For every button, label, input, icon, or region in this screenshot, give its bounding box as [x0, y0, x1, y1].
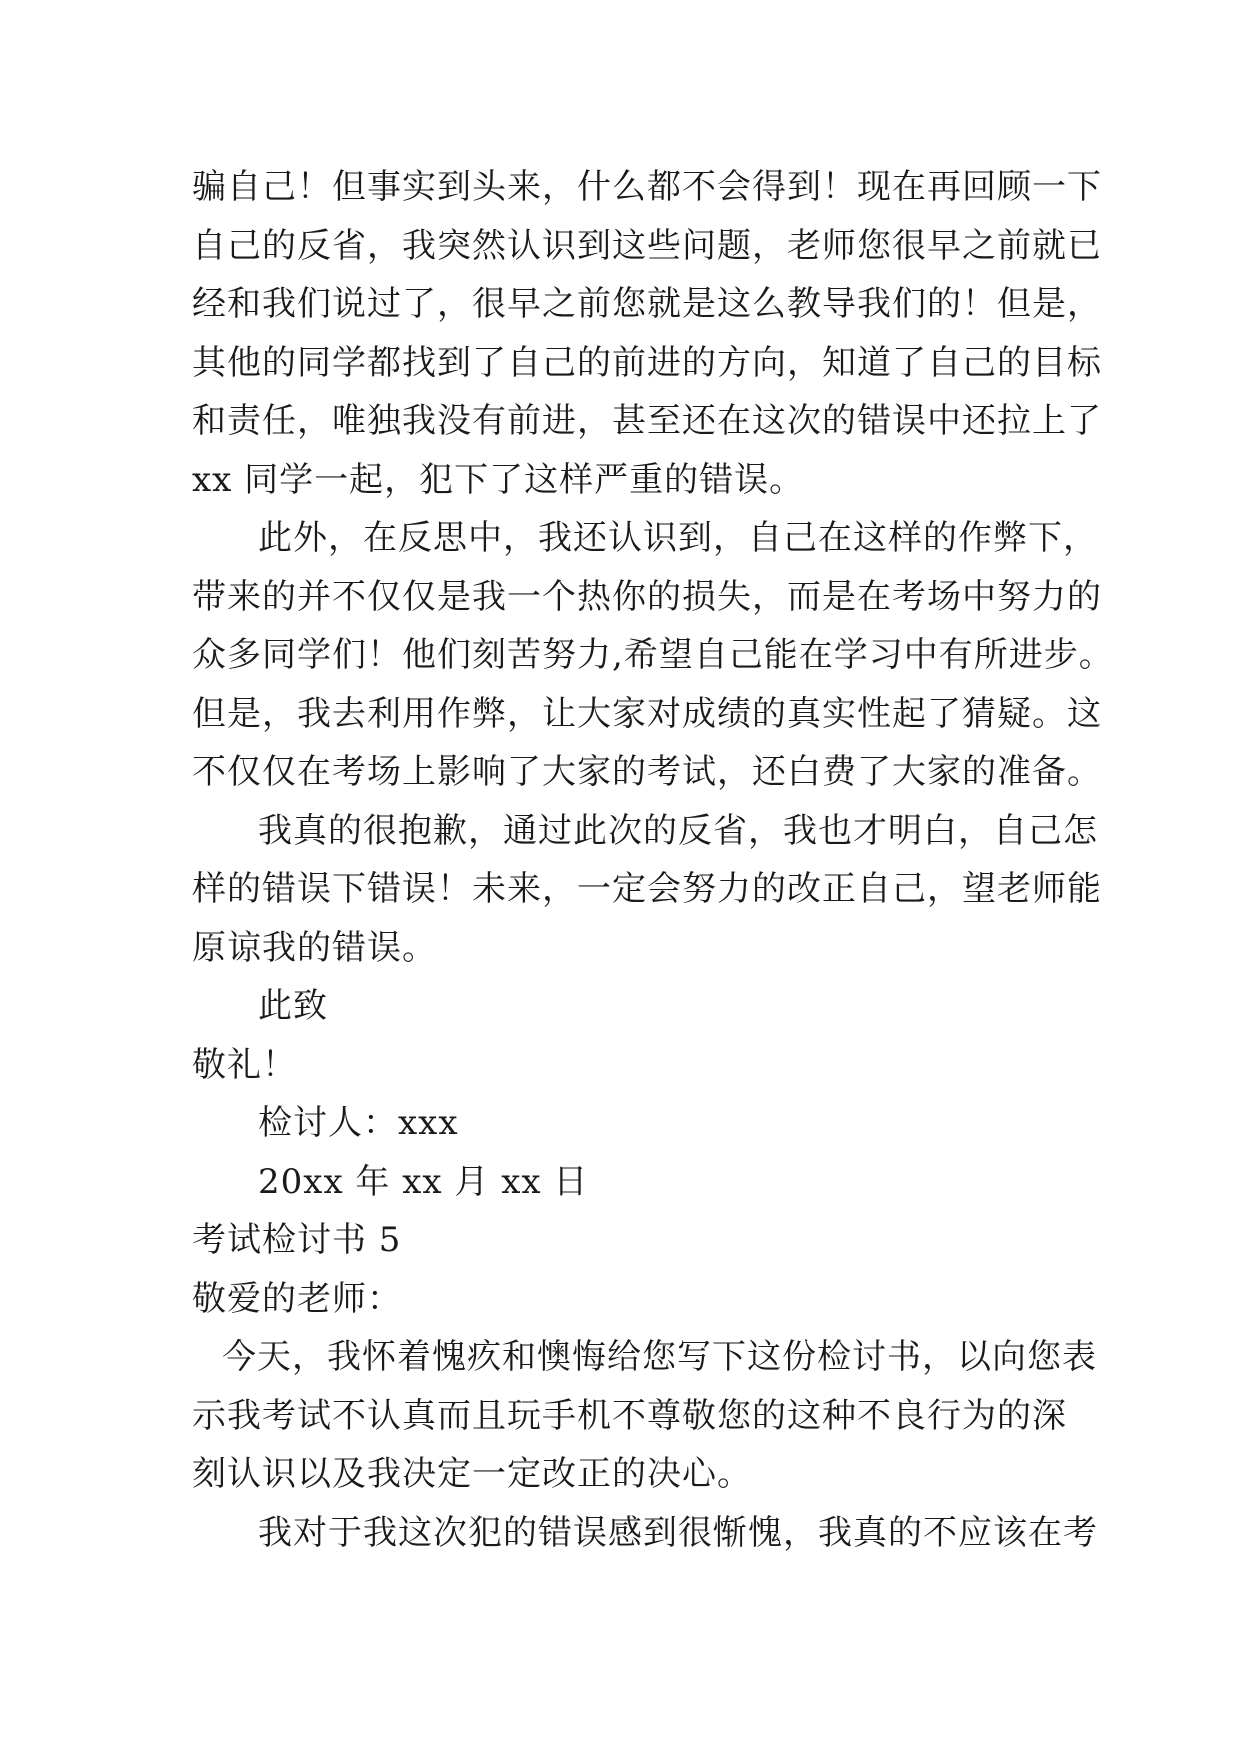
signature-line: 检讨人：xxx [258, 1103, 459, 1143]
text-line: 骗自己！但事实到头来，什么都不会得到！现在再回顾一下 [192, 167, 1102, 207]
text-line: 和责任，唯独我没有前进，甚至还在这次的错误中还拉上了 [192, 401, 1102, 441]
text-line: 自己的反省，我突然认识到这些问题，老师您很早之前就已 [192, 225, 1102, 266]
text-line: 原谅我的错误。 [192, 927, 437, 968]
paragraph-start-line: 此外，在反思中，我还认识到，自己在这样的作弊下， [258, 518, 1098, 558]
paragraph-start-line: 今天，我怀着愧疚和懊悔给您写下这份检讨书，以向您表 [222, 1337, 1097, 1377]
paragraph-start-line: 我对于我这次犯的错误感到很惭愧，我真的不应该在考 [258, 1512, 1098, 1553]
greeting-line: 敬爱的老师： [192, 1278, 402, 1319]
text-line: 示我考试不认真而且玩手机不尊敬您的这种不良行为的深 [192, 1395, 1067, 1436]
date-line: 20xx 年 xx 月 xx 日 [258, 1161, 589, 1202]
text-line: 其他的同学都找到了自己的前进的方向，知道了自己的目标 [192, 342, 1102, 383]
text-line: 不仅仅在考场上影响了大家的考试，还白费了大家的准备。 [192, 752, 1102, 792]
text-line: 样的错误下错误！未来，一定会努力的改正自己，望老师能 [192, 869, 1102, 909]
text-line: 众多同学们！他们刻苦努力,希望自己能在学习中有所进步。 [192, 635, 1114, 675]
closing-respect: 敬礼！ [192, 1044, 297, 1085]
text-line: 带来的并不仅仅是我一个热你的损失，而是在考场中努力的 [192, 576, 1102, 617]
text-line: 经和我们说过了，很早之前您就是这么教导我们的！但是， [192, 284, 1102, 324]
paragraph-start-line: 我真的很抱歉，通过此次的反省，我也才明白，自己怎 [258, 810, 1098, 851]
closing-salutation: 此致 [258, 986, 328, 1026]
section-title: 考试检讨书 5 [192, 1220, 402, 1260]
text-line: 刻认识以及我决定一定改正的决心。 [192, 1454, 752, 1494]
document-body [192, 158, 1114, 1562]
text-line: 但是，我去利用作弊，让大家对成绩的真实性起了猜疑。这 [192, 693, 1102, 734]
text-line: xx 同学一起，犯下了这样严重的错误。 [192, 459, 805, 500]
